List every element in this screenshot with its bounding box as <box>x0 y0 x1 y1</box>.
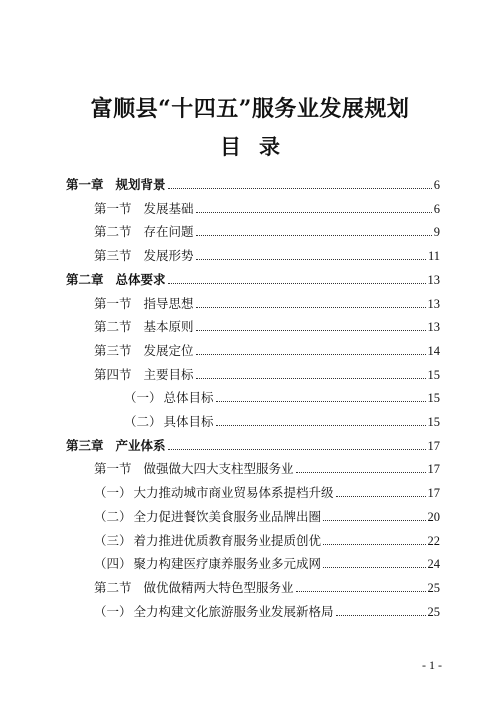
toc-entry-text: 全力促进餐饮美食服务业品牌出圈 <box>133 508 322 524</box>
toc-entry-page: 15 <box>427 367 440 382</box>
toc-entry-number: 第四节 <box>94 366 132 382</box>
toc-entry-label <box>66 438 166 454</box>
toc-leader-dots <box>336 496 426 497</box>
toc-leader-dots <box>336 615 426 616</box>
toc-entry <box>94 527 440 549</box>
toc-entry-page: 17 <box>427 438 440 453</box>
toc-entry <box>94 195 440 217</box>
toc-entry-text: 主要目标 <box>143 366 194 382</box>
toc-entry-label <box>66 177 166 193</box>
toc-leader-dots <box>323 567 425 568</box>
toc-entry-text: 大力推动城市商业贸易体系提档升级 <box>133 485 334 501</box>
toc-entry-number: 第二节 <box>94 579 132 595</box>
toc-heading: 目录 <box>220 134 298 159</box>
toc-leader-dots <box>196 378 426 379</box>
toc-entry-label <box>124 414 214 430</box>
toc-leader-dots <box>168 283 426 284</box>
toc-entry-text: 总体要求 <box>115 271 166 287</box>
toc-entry-number: （一） <box>94 603 132 619</box>
toc-entry-text: 全力构建文化旅游服务业发展新格局 <box>133 603 334 619</box>
toc-entry-number: （一） <box>94 485 132 501</box>
toc-entry <box>66 432 440 454</box>
toc-leader-dots <box>196 354 426 355</box>
toc-entry-page: 20 <box>427 509 440 524</box>
toc-entry-number: 第二章 <box>66 271 104 287</box>
toc-entry-label <box>94 556 321 572</box>
toc-entry-number: 第三节 <box>94 248 132 264</box>
toc-entry-page: 15 <box>427 391 440 406</box>
toc-entry-label <box>94 580 294 596</box>
toc-entry <box>66 266 440 288</box>
toc-entry <box>94 598 440 620</box>
toc-entry-page: 15 <box>427 415 440 429</box>
toc-entry-page: 22 <box>427 533 440 548</box>
toc-entry-text: 指导思想 <box>143 295 194 311</box>
toc-entry <box>94 242 440 264</box>
toc-entry-page: 13 <box>427 296 440 311</box>
toc-entry-label <box>66 272 166 288</box>
toc-entry-text: 做强做大四大支柱型服务业 <box>143 461 294 477</box>
toc-entry-page: 13 <box>427 320 440 335</box>
toc-entry-label <box>94 224 194 240</box>
toc-entry <box>94 479 440 501</box>
toc-entry-page: 14 <box>427 343 440 358</box>
toc-entry-page: 11 <box>427 249 440 264</box>
toc-entry-label <box>94 485 334 501</box>
toc-entry-label <box>124 390 214 406</box>
toc-entry <box>94 361 440 383</box>
toc-entry-number: （三） <box>94 532 132 548</box>
toc-entry-page: 17 <box>427 462 440 477</box>
toc-entry-text: 着力推进优质教育服务业提质创优 <box>133 532 322 548</box>
toc-entry-page: 6 <box>433 201 440 216</box>
toc-entry-number: （一） <box>124 390 162 406</box>
toc-entry-text: 发展基础 <box>143 200 194 216</box>
toc-entry-number: 第三节 <box>94 342 132 358</box>
toc-entry-number: 第一章 <box>66 177 104 192</box>
toc-leader-dots <box>196 235 432 236</box>
toc-entry-label <box>94 604 334 620</box>
toc-entry-label <box>94 509 321 525</box>
toc-leader-dots <box>196 330 426 331</box>
toc-entry <box>124 384 440 406</box>
toc-entry <box>94 550 440 572</box>
toc-entry-label <box>94 343 194 359</box>
document-title: 富顺县“十四五”服务业发展规划 <box>90 96 410 122</box>
toc-entry-number: 第三章 <box>66 437 104 453</box>
toc-entry-text: 存在问题 <box>143 224 194 240</box>
toc-entry-label <box>94 201 194 217</box>
toc-leader-dots <box>168 188 432 189</box>
toc-entry-page: 24 <box>427 557 440 572</box>
toc-entry-text: 总体目标 <box>163 390 214 406</box>
toc-leader-dots <box>196 212 432 213</box>
toc-entry <box>124 408 440 430</box>
toc-entry-number: 第二节 <box>94 224 132 240</box>
toc-entry <box>94 290 440 312</box>
toc-entry-text: 聚力构建医疗康养服务业多元成网 <box>133 556 322 572</box>
toc-entry-label <box>94 296 194 312</box>
toc-entry-text: 规划背景 <box>115 177 166 192</box>
toc-entry-page: 25 <box>427 604 440 619</box>
toc-entry-label <box>94 319 194 335</box>
toc-leader-dots <box>196 307 426 308</box>
toc-entry <box>94 574 440 596</box>
toc-entry-number: （四） <box>94 556 132 572</box>
toc-entry <box>94 503 440 525</box>
toc-entry-page: 9 <box>433 225 440 240</box>
toc-entry-label <box>94 533 321 549</box>
toc-entry <box>94 455 440 477</box>
toc-entry <box>94 337 440 359</box>
toc-entry-text: 做优做精两大特色型服务业 <box>143 579 294 595</box>
toc-entry-text: 具体目标 <box>163 414 214 429</box>
toc-leader-dots <box>196 259 426 260</box>
toc-entry-number: 第二节 <box>94 319 132 335</box>
toc-entry-text: 发展形势 <box>143 248 194 264</box>
toc-entry-number: 第一节 <box>94 461 132 477</box>
toc-entry-page: 6 <box>433 178 440 192</box>
toc-entry-text: 基本原则 <box>143 319 194 335</box>
toc-leader-dots <box>216 401 426 402</box>
toc-leader-dots <box>296 591 426 592</box>
toc-leader-dots <box>323 544 425 545</box>
toc-entry-number: 第一节 <box>94 295 132 311</box>
toc-leader-dots <box>323 520 425 521</box>
toc-leader-dots <box>168 449 426 450</box>
toc-entry <box>94 218 440 240</box>
toc-entry-label <box>94 461 294 477</box>
toc-entry-page: 17 <box>427 486 440 501</box>
toc-entry-text: 发展定位 <box>143 342 194 358</box>
toc-leader-dots <box>216 425 426 426</box>
toc-entry <box>94 313 440 335</box>
toc-leader-dots <box>296 472 426 473</box>
toc-entry-number: （二） <box>124 414 162 429</box>
page-number-footer: - 1 - <box>422 658 442 672</box>
toc-entry <box>66 171 440 193</box>
toc-entry-page: 25 <box>427 580 440 595</box>
toc-entry-number: 第一节 <box>94 200 132 216</box>
toc-entry-label <box>94 367 194 383</box>
toc-entry-page: 13 <box>427 272 440 287</box>
toc-entry-label <box>94 248 194 264</box>
toc-entry-text: 产业体系 <box>115 437 166 453</box>
toc-entry-number: （二） <box>94 508 132 524</box>
